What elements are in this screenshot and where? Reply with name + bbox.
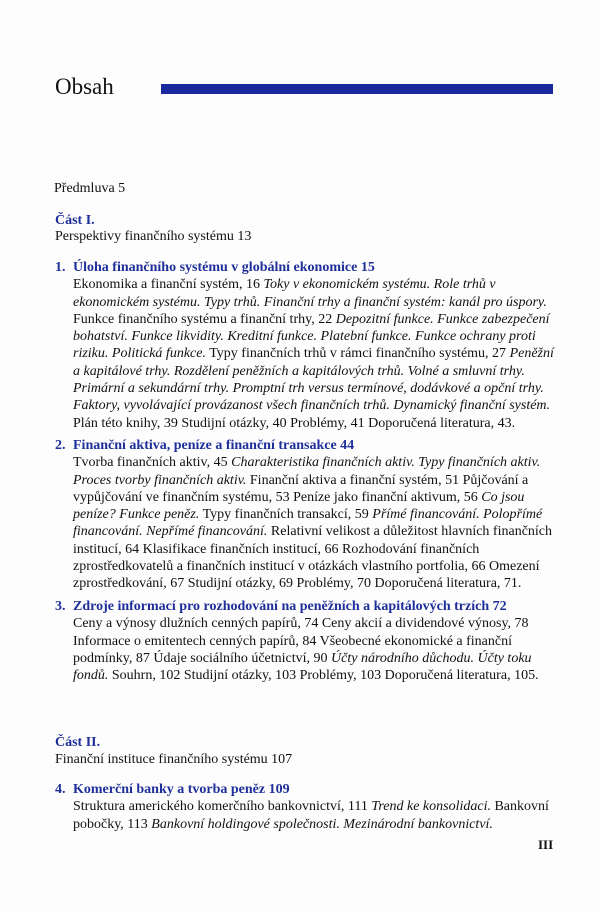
subsection-list: Charakteristika finančních aktiv. Typy finančních aktiv. Proces tvorby finančních aktiv.	[73, 455, 541, 488]
chapter-number: 1.	[55, 260, 66, 275]
title-rule	[161, 84, 553, 94]
section-entry: Finanční aktiva a finanční systém, 51 Půjčování a vypůjčování ve finančním systému, 53 Peníze jako finanční aktivum, 56	[73, 472, 529, 505]
chapter-4	[55, 781, 555, 833]
chapter-3	[55, 598, 555, 684]
section-entry: Ekonomika a finanční systém, 16	[73, 277, 264, 293]
subsection-list: Peněžní a kapitálové trhy. Rozdělení peněžních a kapitálových trhů. Volné a smluvní trhy. Primární a sekundární trhy. Promptní trh versus termínové, dodávkové a opční trhy. Faktory, vyvolávající provázanost všech finančních trhů. Dynamický finanční systém.	[73, 346, 554, 414]
subsection-list: Účty národního důchodu. Účty toku fondů.	[73, 650, 532, 684]
preface-entry: Předmluva 5	[54, 181, 126, 196]
chapter-contents	[55, 615, 555, 684]
section-entry: Relativní velikost a důležitost hlavních finančních institucí, 64 Klasifikace finančních institucí, 66 Rozhodování finančních zprostředkovatelů a finančních institucí v otázkách vlastního portfolia, 66 Omezení zprostředkování, 67 Studijní otázky, 69 Problémy, 70 Doporučená literatura, 71.	[73, 524, 553, 592]
chapter-title: Úloha finančního systému v globální ekonomice 15	[73, 260, 375, 275]
subsection-list: Toky v ekonomickém systému. Role trhů v ekonomickém systému. Typy trhů. Finanční trhy a finanční systém: kanál pro úspory.	[73, 277, 547, 310]
chapter-title: Komerční banky a tvorba peněz 109	[73, 782, 290, 797]
chapter-contents	[55, 454, 555, 592]
part-1-label: Část I.	[55, 213, 95, 228]
subsection-list: Co jsou peníze? Funkce peněz.	[73, 489, 525, 523]
subsection-list: Přímé financování. Polopřímé financování. Nepřímé financování.	[73, 507, 543, 540]
chapter-number: 2.	[55, 438, 66, 453]
part-2-title: Finanční instituce finančního systému 107	[55, 752, 293, 767]
chapter-contents	[55, 276, 555, 432]
chapter-heading	[55, 781, 555, 798]
section-entry: Typy finančních transakcí, 59	[199, 507, 373, 523]
section-entry: Typy finančních trhů v rámci finančního systému, 27	[205, 346, 510, 362]
chapter-contents	[55, 798, 555, 833]
section-entry: Struktura amerického komerčního bankovnictví, 111	[73, 799, 372, 815]
chapter-2	[55, 437, 555, 593]
subsection-list: Bankovní holdingové společnosti. Mezinárodní bankovnictví.	[151, 816, 493, 832]
section-entry: Souhrn, 102 Studijní otázky, 103 Problémy, 103 Doporučená literatura, 105.	[108, 668, 539, 684]
section-entry: Ceny a výnosy dlužních cenných papírů, 74 Ceny akcií a dividendové výnosy, 78 Informace o emitentech cenných papírů, 84 Všeobecné ekonomické a finanční podmínky, 87 Údaje sociálního účetnictví, 90	[73, 616, 529, 666]
chapter-title: Zdroje informací pro rozhodování na peněžních a kapitálových trzích 72	[73, 599, 507, 614]
chapter-title: Finanční aktiva, peníze a finanční transakce 44	[73, 438, 355, 453]
chapter-heading	[55, 259, 555, 276]
chapter-number: 4.	[55, 782, 66, 797]
page-number: III	[538, 837, 554, 852]
section-entry: Bankovní pobočky, 113	[73, 799, 549, 832]
page-title: Obsah	[55, 74, 114, 99]
chapter-heading	[55, 437, 555, 454]
chapter-number: 3.	[55, 599, 66, 614]
chapter-heading	[55, 598, 555, 615]
subsection-list: Trend ke konsolidaci.	[371, 799, 491, 815]
subsection-list: Depozitní funkce. Funkce zabezpečení bohatství. Funkce likvidity. Kreditní funkce. Platební funkce. Funkce ochrany proti riziku. Politická funkce.	[73, 311, 550, 362]
part-1-title: Perspektivy finančního systému 13	[55, 229, 252, 244]
part-2-label: Část II.	[55, 735, 101, 750]
section-entry: Plán této knihy, 39 Studijní otázky, 40 Problémy, 41 Doporučená literatura, 43.	[73, 415, 516, 431]
section-entry: Funkce finančního systému a finanční trhy, 22	[73, 311, 336, 327]
chapter-1	[55, 259, 555, 432]
section-entry: Tvorba finančních aktiv, 45	[73, 455, 232, 471]
